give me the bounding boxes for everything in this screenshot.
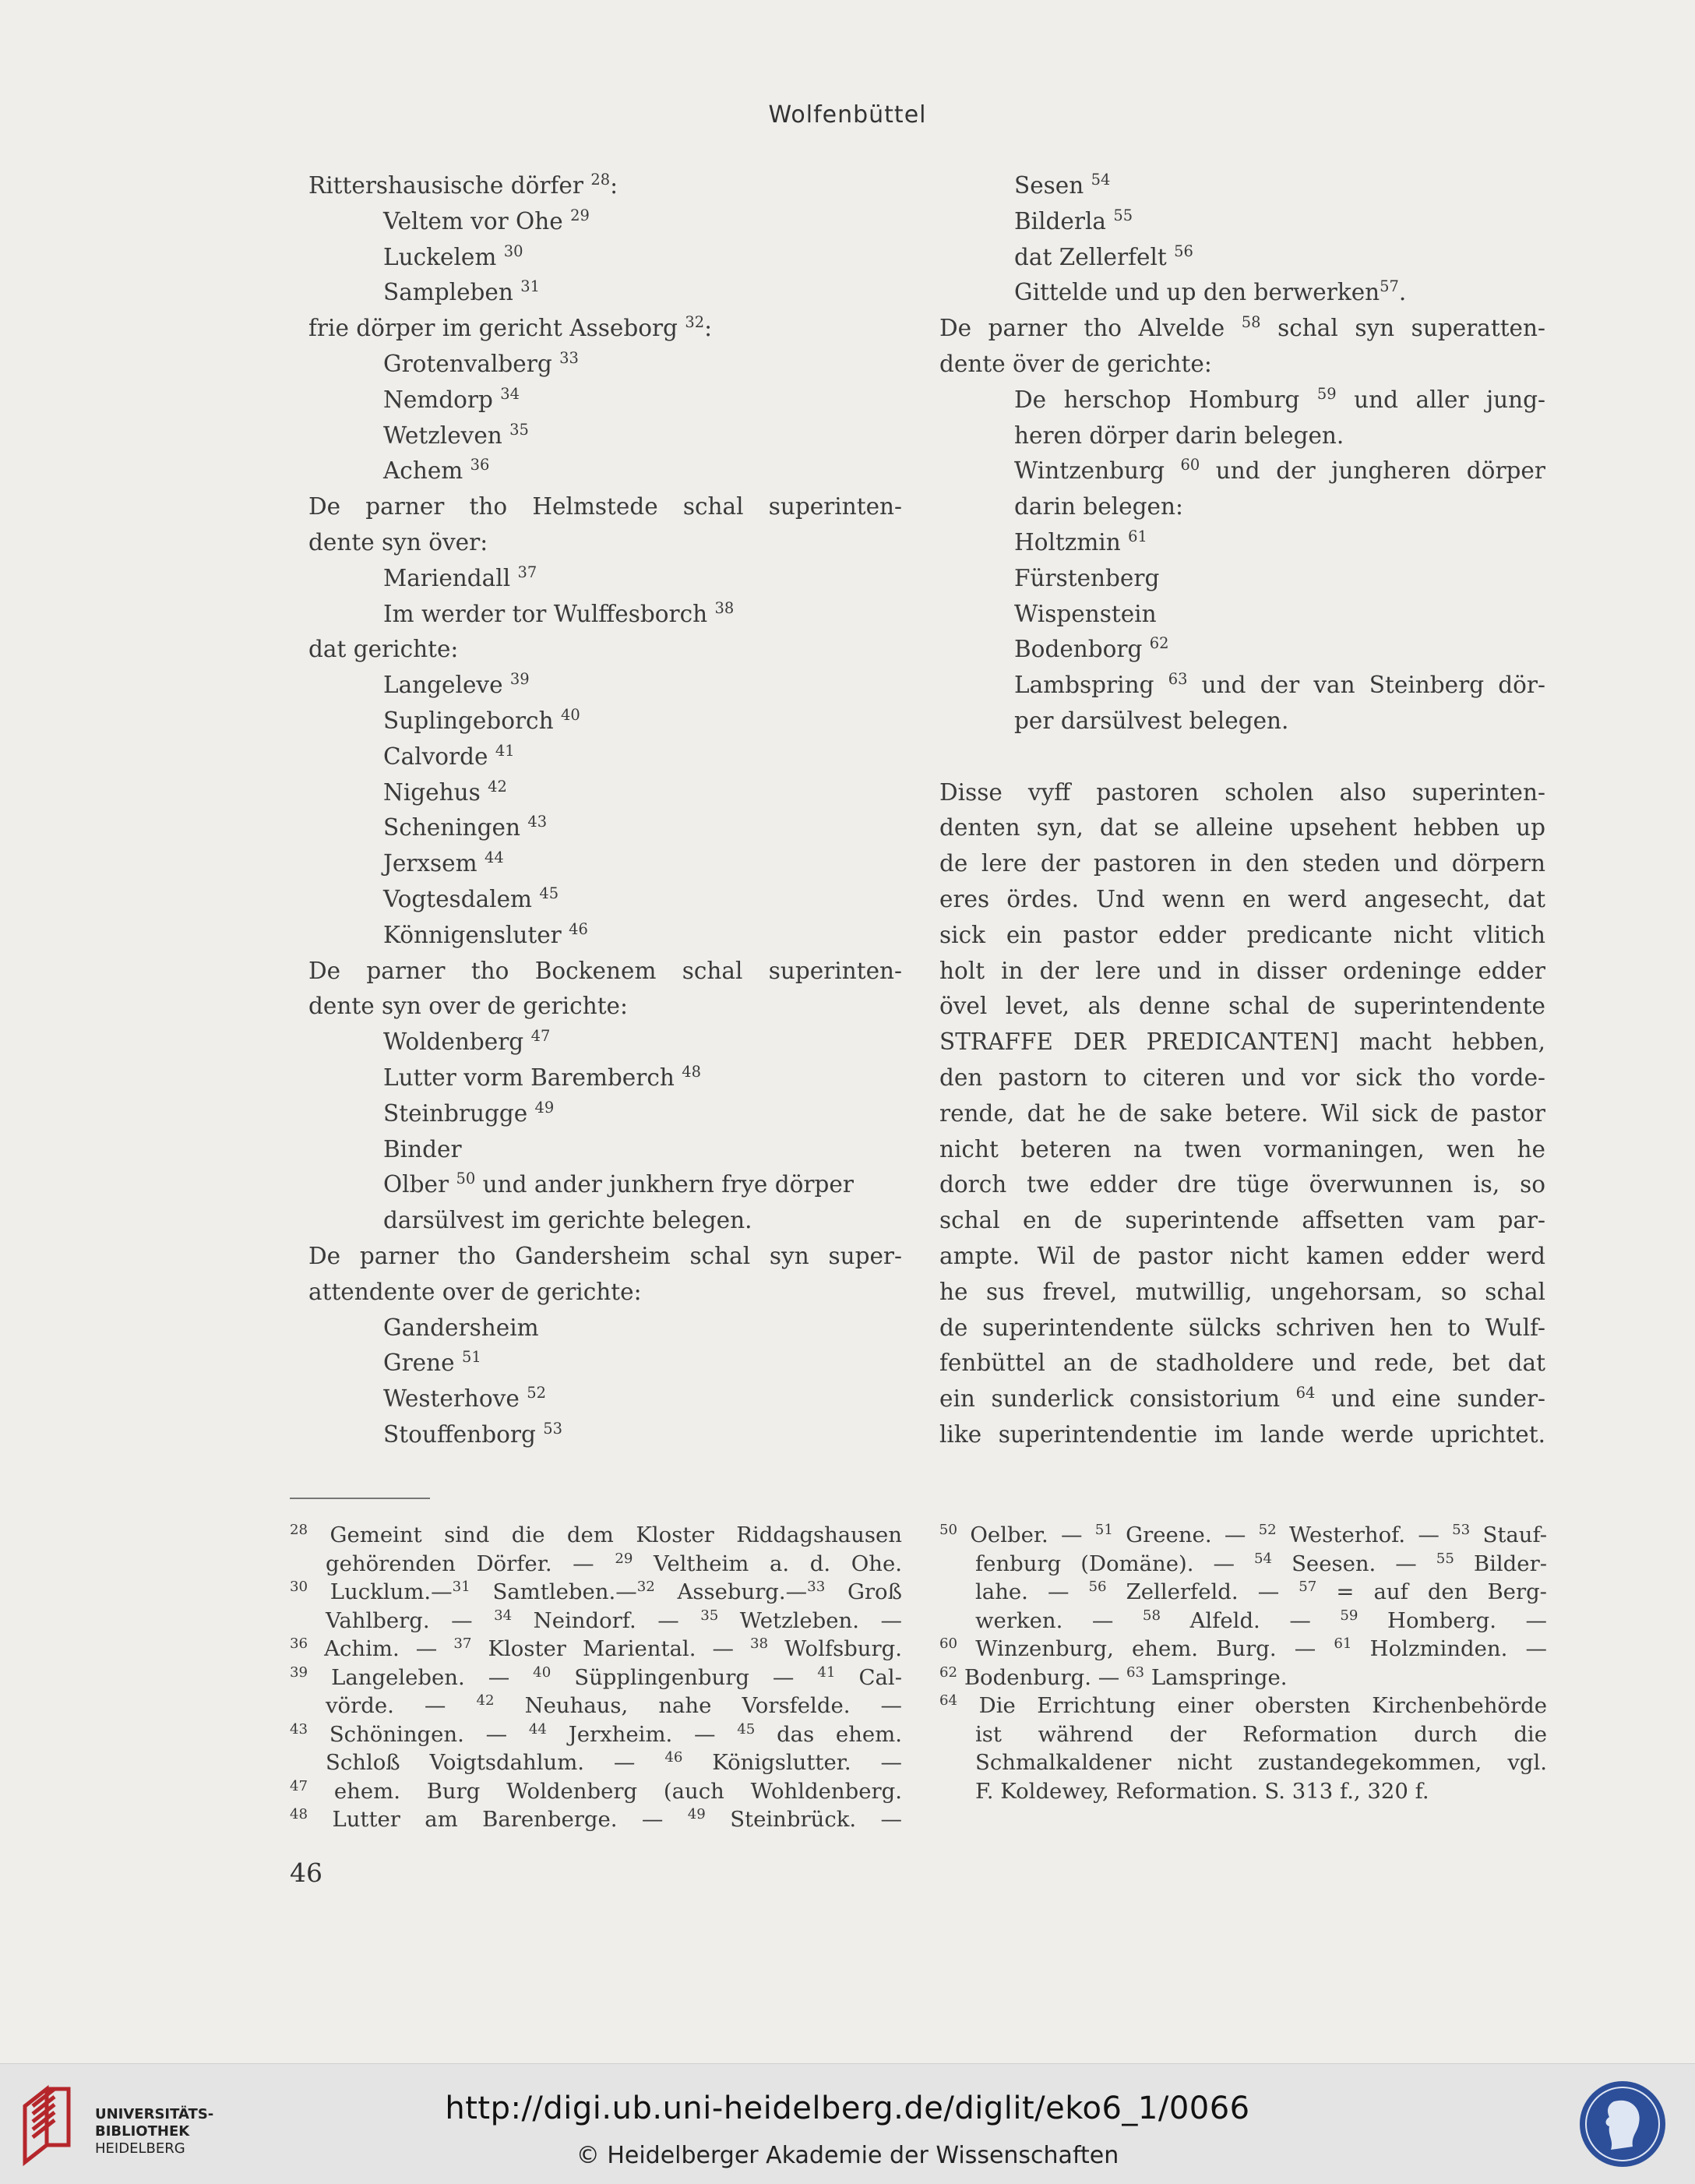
text-line: Stouffenborg $^{53}$ — [383, 1420, 563, 1448]
academy-seal-icon[interactable] — [1577, 2078, 1669, 2170]
text-line: dente syn over de gerichte: — [308, 993, 628, 1020]
text-line: eres ördes. Und wenn en werd angesecht, dat — [939, 885, 1545, 912]
text-line: Mariendall $^{37}$ — [383, 563, 537, 591]
logo-line-2: BIBLIOTHEK — [95, 2123, 190, 2140]
text-line: Wetzleven $^{35}$ — [383, 420, 529, 449]
text-line: Bodenborg $^{62}$ — [1014, 634, 1169, 663]
text-line: Bilderla $^{55}$ — [1014, 206, 1133, 235]
footnote-ref[interactable]: 34 — [500, 384, 520, 403]
footnote-line: Vahlberg. — $^{34}$ Neindorf. — $^{35}$ Wetzleben. — — [326, 1607, 902, 1633]
footnote-line: fenburg (Domäne). — $^{54}$ Seesen. — $^{55}$ Bilder- — [975, 1550, 1548, 1576]
footnote-line: $^{39}$ Langeleben. — $^{40}$ Süpplingenburg — $^{41}$ Cal- — [290, 1664, 902, 1690]
footnote-ref[interactable]: 62 — [1149, 634, 1169, 653]
text-line: Gandersheim — [383, 1314, 539, 1341]
text-line: Gittelde und up den berwerken$^{57}$. — [1014, 277, 1407, 306]
footnote-line: $^{43}$ Schöningen. — $^{44}$ Jerxheim. — $^{45}$ das ehem. — [290, 1720, 902, 1747]
text-line: Vogtesdalem $^{45}$ — [383, 884, 559, 912]
footnote-ref[interactable]: 45 — [539, 884, 559, 903]
footnote-ref[interactable]: 39 — [509, 670, 530, 689]
text-line: den pastorn to citeren und vor sick tho vorde- — [939, 1064, 1545, 1091]
footnotes-left — [290, 1521, 902, 1834]
text-line: dorch twe edder dre tüge överwunnen is, so — [939, 1171, 1545, 1198]
footnote-ref[interactable]: 37 — [517, 563, 537, 581]
text-line: Lambspring $^{63}$ und der van Steinberg dör- — [1014, 670, 1546, 699]
text-line: de lere der pastoren in den steden und dörpern — [939, 850, 1545, 877]
footnote-ref[interactable]: 63 — [1168, 670, 1188, 689]
text-line: Holtzmin $^{61}$ — [1014, 527, 1147, 556]
footnote-ref[interactable]: 32 — [685, 313, 705, 332]
footnote-line: $^{28}$ Gemeint sind die dem Kloster Riddagshausen — [290, 1521, 902, 1547]
footnote-line: Schloß Voigtsdahlum. — $^{46}$ Königslutter. — — [326, 1748, 902, 1775]
text-line: De parner tho Helmstede schal superinten- — [308, 493, 902, 520]
footnote-line: $^{50}$ Oelber. — $^{51}$ Greene. — $^{52}$ Westerhof. — $^{53}$ Stauf- — [939, 1521, 1547, 1547]
footnote-ref[interactable]: 57 — [1380, 277, 1399, 296]
footnote-line: $^{47}$ ehem. Burg Woldenberg (auch Wohldenberg. — [290, 1777, 902, 1804]
footnote-ref[interactable]: 29 — [570, 206, 590, 224]
footnotes-right — [939, 1521, 1547, 1805]
footnote-line: gehörenden Dörfer. — $^{29}$ Veltheim a. d. Ohe. — [326, 1550, 902, 1576]
footnote-ref[interactable]: 30 — [503, 242, 523, 260]
text-line: dente över de gerichte: — [939, 350, 1212, 377]
text-line: de superintendente sülcks schriven hen to Wulf- — [939, 1314, 1545, 1341]
text-line: Lutter vorm Baremberch $^{48}$ — [383, 1063, 702, 1091]
running-head: Wolfenbüttel — [768, 101, 927, 129]
footnote-line: ist während der Reformation durch die — [975, 1721, 1547, 1747]
text-line: ein sunderlick consistorium $^{64}$ und eine sunder- — [939, 1384, 1545, 1413]
text-line: Steinbrugge $^{49}$ — [383, 1098, 555, 1127]
footnote-ref[interactable]: 53 — [543, 1420, 563, 1438]
text-line: Westerhove $^{52}$ — [383, 1384, 546, 1413]
text-line: De herschop Homburg $^{59}$ und aller jung- — [1014, 384, 1546, 413]
text-line: ampte. Wil de pastor nicht kamen edder werd — [939, 1242, 1545, 1269]
footnote-ref[interactable]: 42 — [488, 777, 507, 796]
footnote-line: lahe. — $^{56}$ Zellerfeld. — $^{57}$ = auf den Berg- — [975, 1578, 1547, 1604]
text-line — [939, 739, 1545, 775]
footnote-line: $^{64}$ Die Errichtung einer obersten Kirchenbehörde — [939, 1692, 1547, 1718]
text-line: Disse vyff pastoren scholen also superinten- — [939, 778, 1545, 806]
footnote-ref[interactable]: 48 — [682, 1063, 702, 1081]
text-line: Veltem vor Ohe $^{29}$ — [383, 206, 590, 235]
footnote-ref[interactable]: 59 — [1316, 384, 1337, 403]
page-number: 46 — [290, 1858, 322, 1888]
text-line: STRAFFE DER PREDICANTEN] macht hebben, — [939, 1028, 1545, 1056]
footnote-ref[interactable]: 36 — [470, 456, 490, 475]
text-line: Nigehus $^{42}$ — [383, 777, 507, 806]
footnote-ref[interactable]: 31 — [520, 277, 541, 296]
text-line: fenbüttel an de stadholdere und rede, bet dat — [939, 1350, 1545, 1377]
text-line: Scheningen $^{43}$ — [383, 813, 548, 841]
footnote-ref[interactable]: 58 — [1241, 313, 1261, 332]
footnote-line: $^{48}$ Lutter am Barenberge. — $^{49}$ Steinbrück. — — [290, 1805, 903, 1832]
text-line: dente syn över: — [308, 528, 488, 556]
footnote-ref[interactable]: 43 — [527, 813, 548, 831]
footnote-ref[interactable]: 50 — [456, 1170, 476, 1188]
copyright-text: © Heidelberger Akademie der Wissenschaften — [576, 2142, 1119, 2169]
text-line: Langeleve $^{39}$ — [383, 670, 530, 699]
text-line: per darsülvest belegen. — [1014, 707, 1289, 734]
footnote-line: Schmalkaldener nicht zustandegekommen, vgl. — [975, 1750, 1547, 1775]
footnote-ref[interactable]: 33 — [559, 349, 579, 368]
footnote-line: $^{62}$ Bodenburg. — $^{63}$ Lamspringe. — [939, 1664, 1288, 1690]
text-line: nicht beteren na twen vormaningen, wen he — [939, 1135, 1545, 1163]
footnote-ref[interactable]: 61 — [1128, 527, 1147, 546]
text-line: like superintendentie im lande werde uprichtet. — [939, 1420, 1545, 1448]
footer-bar — [0, 2063, 1695, 2184]
text-line: Fürstenberg — [1014, 564, 1160, 591]
text-line: Binder — [383, 1135, 462, 1163]
footnote-ref[interactable]: 38 — [714, 598, 735, 617]
text-line: darin belegen: — [1014, 493, 1183, 520]
text-line: Achem $^{36}$ — [383, 456, 490, 485]
footnote-ref[interactable]: 52 — [527, 1384, 546, 1402]
footnote-line: $^{30}$ Lucklum.—$^{31}$ Samtleben.—$^{32}$ Asseburg.—$^{33}$ Groß — [290, 1578, 902, 1604]
text-line: övel levet, als denne schal de superintendente — [939, 993, 1545, 1020]
text-line: Nemdorp $^{34}$ — [383, 384, 520, 413]
text-line: De parner tho Bockenem schal superinten- — [308, 957, 902, 984]
text-line: dat Zellerfelt $^{56}$ — [1014, 242, 1193, 270]
right-column — [939, 168, 1545, 1453]
footnote-ref[interactable]: 46 — [569, 919, 588, 938]
text-line: sick ein pastor edder predicante nicht vlitich — [939, 921, 1545, 948]
footnote-ref[interactable]: 51 — [461, 1348, 481, 1367]
text-line: Grotenvalberg $^{33}$ — [383, 349, 579, 377]
permalink-url[interactable]: http://digi.ub.uni-heidelberg.de/diglit/eko6_1/0066 — [445, 2091, 1250, 2126]
text-line: schal en de superintende affsetten vam par- — [939, 1207, 1545, 1234]
text-line: Calvorde $^{41}$ — [383, 741, 515, 770]
footnote-ref[interactable]: 55 — [1113, 206, 1133, 224]
footnote-line: F. Koldewey, Reformation. S. 313 f., 320 f. — [975, 1778, 1429, 1804]
text-line: darsülvest im gerichte belegen. — [383, 1207, 752, 1234]
footnote-line: $^{36}$ Achim. — $^{37}$ Kloster Mariental. — $^{38}$ Wolfsburg. — [290, 1635, 902, 1661]
footnote-line: vörde. — $^{42}$ Neuhaus, nahe Vorsfelde. — — [326, 1692, 903, 1718]
text-line: Im werder tor Wulffesborch $^{38}$ — [383, 598, 735, 627]
left-column — [308, 168, 902, 1453]
footnote-rule — [290, 1498, 430, 1499]
text-line: Könnigensluter $^{46}$ — [383, 919, 588, 948]
text-line: De parner tho Alvelde $^{58}$ schal syn superatten- — [939, 313, 1545, 342]
text-line: he sus frevel, mutwillig, ungehorsam, so schal — [939, 1278, 1545, 1305]
footnote-ref[interactable]: 28 — [590, 171, 611, 189]
text-line: dat gerichte: — [308, 636, 459, 663]
text-line: Sampleben $^{31}$ — [383, 277, 541, 306]
footnote-ref[interactable]: 41 — [495, 741, 515, 760]
text-line: attendente over de gerichte: — [308, 1278, 642, 1305]
text-line: De parner tho Gandersheim schal syn super- — [308, 1242, 902, 1269]
footnote-ref[interactable]: 64 — [1295, 1384, 1316, 1402]
text-line: denten syn, dat se alleine upsehent hebben up — [939, 814, 1545, 841]
text-line: Rittershausische dörfer $^{28}$: — [308, 171, 618, 199]
footnote-line: $^{60}$ Winzenburg, ehem. Burg. — $^{61}$ Holzminden. — — [939, 1635, 1548, 1661]
text-line: Sesen $^{54}$ — [1014, 171, 1111, 199]
logo-line-1: UNIVERSITÄTS- — [95, 2106, 214, 2122]
footnote-ref[interactable]: 40 — [560, 706, 580, 725]
text-line: holt in der lere und in disser ordeninge edder — [939, 957, 1545, 984]
footnote-ref[interactable]: 49 — [534, 1098, 555, 1117]
text-line: Wispenstein — [1014, 600, 1157, 627]
footnote-ref[interactable]: 56 — [1174, 242, 1193, 260]
footnote-ref[interactable]: 54 — [1091, 171, 1111, 189]
footnote-ref[interactable]: 60 — [1180, 456, 1200, 475]
text-line: rende, dat he de sake betere. Wil sick de pastor — [939, 1099, 1545, 1127]
footnote-ref[interactable]: 35 — [509, 420, 529, 439]
text-line: Jerxsem $^{44}$ — [383, 849, 504, 877]
footnote-ref[interactable]: 47 — [530, 1027, 551, 1046]
text-line: frie dörper im gericht Asseborg $^{32}$: — [308, 313, 713, 342]
text-line: Woldenberg $^{47}$ — [383, 1027, 551, 1056]
text-line: Luckelem $^{30}$ — [383, 242, 523, 270]
text-line: Suplingeborch $^{40}$ — [383, 706, 580, 734]
text-line: Olber $^{50}$ und ander junkhern frye dörper — [383, 1170, 854, 1198]
text-line: Grene $^{51}$ — [383, 1348, 481, 1377]
text-line: heren dörper darin belegen. — [1014, 422, 1344, 449]
footnote-ref[interactable]: 44 — [484, 849, 504, 867]
text-line: Wintzenburg $^{60}$ und der jungheren dörper — [1014, 456, 1545, 485]
footnote-line: werken. — $^{58}$ Alfeld. — $^{59}$ Homberg. — — [975, 1607, 1547, 1633]
logo-line-3: HEIDELBERG — [95, 2140, 185, 2157]
